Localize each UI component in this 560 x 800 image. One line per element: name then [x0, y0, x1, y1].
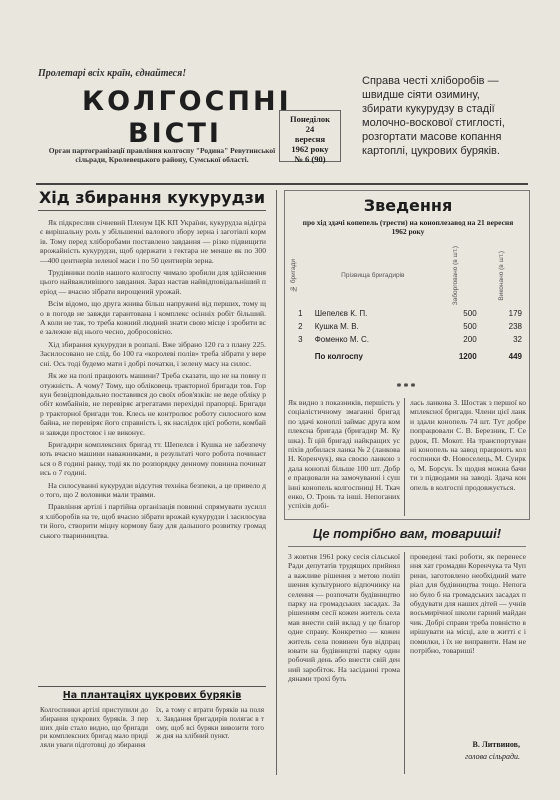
masthead-motto: Пролетарі всіх країн, єднайтеся!: [38, 68, 187, 79]
header-plan: Заборговано (в шт.): [452, 246, 460, 306]
summary-table: [288, 244, 524, 363]
issue-month: вересня: [294, 134, 326, 144]
row-num: 3: [298, 335, 303, 345]
issue-date-box: [279, 110, 341, 162]
issue-year: 1962 року: [291, 144, 329, 154]
row-plan: 200: [463, 335, 477, 345]
hemp-col-divider: [404, 398, 405, 516]
issue-day: 24: [305, 124, 315, 134]
table-row: [288, 333, 524, 346]
corn-paragraph: Всім відомо, що друга жнива більш напружені від перших, тому що в погодв не завжди гарантована і комплекс осінніх робіт більший. А коли не так, то треба кожний людний знати свою місце і зробити все залежне від нього чесно, добросовісно.: [40, 299, 266, 337]
hemp-col-2: лась ланкова З. Шостак з першої комплексної бригади. Члени цієї ланки здали конопель 74 шт. Тут добре попрацювали С. В. Березник, Г. Сердюк, П. Мокот. На транспортуванні конопель на завод працюють колгоспники Ф. Новоселець, М. Суирко, М. Борсук. Їх щодня можна бачити з підводами на заводі. Здача конопель в колгоспі продовжується.: [410, 398, 526, 492]
corn-paragraph: Хід збирання кукурудзи в розпалі. Вже зібрано 120 га з плану 225. Засилосовано не слід, бо 100 га «королеві полів» треба зібрати у вересні. Ось тоді будемо мати і добрі початки, і зелену масу на силос.: [40, 339, 266, 368]
column-divider: [276, 190, 277, 775]
row-plan: 500: [463, 309, 477, 319]
letter-col-divider: [404, 552, 405, 774]
hemp-col-1: Як видно з показників, першість у соціалістичному змаганні бригад по здачі коноплі займає друга комплексна бригада (бригадир М. Кушка). Її цій бригаді найкращих успіхів добилася ланка № 2 (ланкова Н. Коренчук), яка своєю ланкою здала коноплі більше 100 шт. Добре працювали на замочуванні і сушінні конопель колгоспниці Н. Ткаченко, О. Тронь та інші. Непоганих успіхів добі-: [288, 398, 400, 511]
beet-col-1: Колгоспники артілі приступили до збирання цукрових буряків. З перших днів стало видно, що бригадири комплексних бригад мало приділяли уваги підготовці до збирання: [40, 706, 148, 750]
masthead-rule: [36, 183, 528, 185]
row-actual: 32: [513, 335, 522, 345]
table-row: [288, 320, 524, 333]
beet-col-2: їх, а тому є втрати буряків на полях. Завдання бригадирів полягає в тому, щоб всі буряки вивозити того ж дня на хлібний пункт.: [156, 706, 264, 741]
header-num: № бригади: [290, 259, 297, 293]
row-num: 2: [298, 322, 303, 332]
table-header-row: [288, 244, 524, 307]
header-actual: Виконано (в шт.): [497, 250, 505, 301]
row-name: Шепелєв К. П.: [314, 309, 368, 319]
letter-title: Це потрібно вам, товариші!: [312, 526, 502, 541]
title-line-1: КОЛГОСПНІ: [82, 86, 292, 117]
letter-col-1: 3 жовтня 1961 року сесія сільської Ради депутатів трудящих прийняла важливе рішення з метою поліпшення культурного відпочинку населення — розпочати будівництво парку на громадських засадах. За рішенням сесії кожен житель села мав внести свій вклад у це благородне справу. Конкретно — кожен житель села повинен був відпрацювати на будівництві парку один робочий день або внести свій денний заробіток. На засіданні громадянами трохі буть: [288, 552, 400, 684]
row-actual: 179: [508, 309, 522, 319]
beet-rule: [38, 686, 266, 687]
corn-paragraph: На силосуванні кукурудзи відсутня техніка безпеки, а це привело до того, що 2 воловики мали травми.: [40, 480, 266, 499]
table-row: [288, 307, 524, 320]
corn-paragraph: Бригадири комплексних бригад тт. Шепелєв і Кушка не забезпечують вчасно машини наважниками, в результаті чого робота починається о 8 годині ранку, тоді як по розпорядку денному повинна починатись о 7 годині.: [40, 439, 266, 478]
header-name: Прізвища бригадирів: [341, 272, 405, 280]
letter-col-2: проведені такі роботи, як перенесення хат громадян Коренчука та Чуприни, заготовлено необхідний матеріал для будівництва тощо. Непогано було б на громадських засадах побудувати для наших дітей — учнів восьмирічної школи гарний майданчик. Добрі справи треба повністю вирішувати на місці, але в житті є і помилки, і їх не виправити. Нам не потрібно, товариші!: [410, 552, 526, 656]
corn-article-title: Хід збирання кукурудзи: [38, 188, 266, 207]
newspaper-title: [82, 86, 292, 149]
row-name: Кушка М. В.: [314, 322, 359, 332]
section-divider-stars: ***: [396, 382, 418, 393]
table-total-row: [288, 346, 524, 363]
corn-title-box: [38, 188, 266, 211]
front-slogan: Справа честі хліборобів — швидше сіяти озимину, збирати кукурудзу в стадії молочно-воскової стиглості, розгортати масове копання картоплі, цукрових буряків.: [362, 75, 505, 157]
summary-subtitle: про хід здачі копепель (трести) на коноплезавод на 21 вересня 1962 року: [302, 218, 514, 236]
corn-paragraph: Як підкреслив січневий Пленум ЦК КП України, кукурудза відіграє вирішальну роль у збільшенні валового збору зерна і заготівлі кормів. Тому перед хліборобами поставлено завдання — різко підвищити врожайність кукурудзи, щоб одержати з гектара не менше як по 300—400 центнерів зеленої маси і по 50 центнерів зерна.: [40, 218, 266, 265]
summary-title: Зведення: [363, 196, 453, 215]
masthead-subtitle: Орган партогранізації правління колгоспу "Родина" Ревутинської сільради, Кролевецького району, Сумської області.: [48, 146, 276, 164]
letter-rule: [288, 546, 526, 547]
total-label: По колгоспу: [314, 352, 363, 362]
row-num: 1: [298, 309, 303, 319]
corn-paragraph: Трудівники полів нашого колгоспу чимало зробили для здійснення цього найважливішого завдання. Зараз настав найвідповідальніший період — вчасно зібрати вирощений урожай.: [40, 268, 266, 296]
row-plan: 500: [463, 322, 477, 332]
corn-paragraph: Як же на полі працюють машини? Треба сказати, що не на повну потужність. А чому? Тому, що обліковець тракторної бригади тов. Горкун безвідповідально поставився до своїх обов'язків: не веде обліку робіт комбайнів, не перевіряє агрегатами перехідні прапорці. Бригадир тракторної бригади тов. Клесь не контролює роботу силосного комбайна, не перевіряє його справність і, як наслідок цієї роботи, комбайн завжди простоює і не виконує.: [40, 371, 266, 437]
corn-article-body: [40, 218, 266, 684]
issue-number: № 6 (90): [294, 154, 326, 164]
total-plan: 1200: [458, 352, 477, 362]
signature-role: голова сільради.: [465, 752, 520, 761]
row-name: Фоменко М. С.: [314, 335, 369, 345]
title-line-2: ВІСТІ: [128, 118, 222, 149]
issue-weekday: Понеділок: [290, 114, 330, 124]
corn-paragraph: Правління артілі і партійна організація повинні спрямувати зусилля хліборобів на те, щоб вчасно зібрати врожай кукурудзи і засилосувати його, створити міцну кормову базу для дальшого розвитку громадського тваринництва.: [40, 502, 266, 540]
signature-name: В. Литвинов,: [472, 740, 520, 749]
row-actual: 238: [508, 322, 522, 332]
beet-article-title: На плантаціях цукрових буряків: [62, 690, 242, 701]
total-actual: 449: [508, 352, 522, 362]
summary-table-wrap: [288, 244, 524, 363]
